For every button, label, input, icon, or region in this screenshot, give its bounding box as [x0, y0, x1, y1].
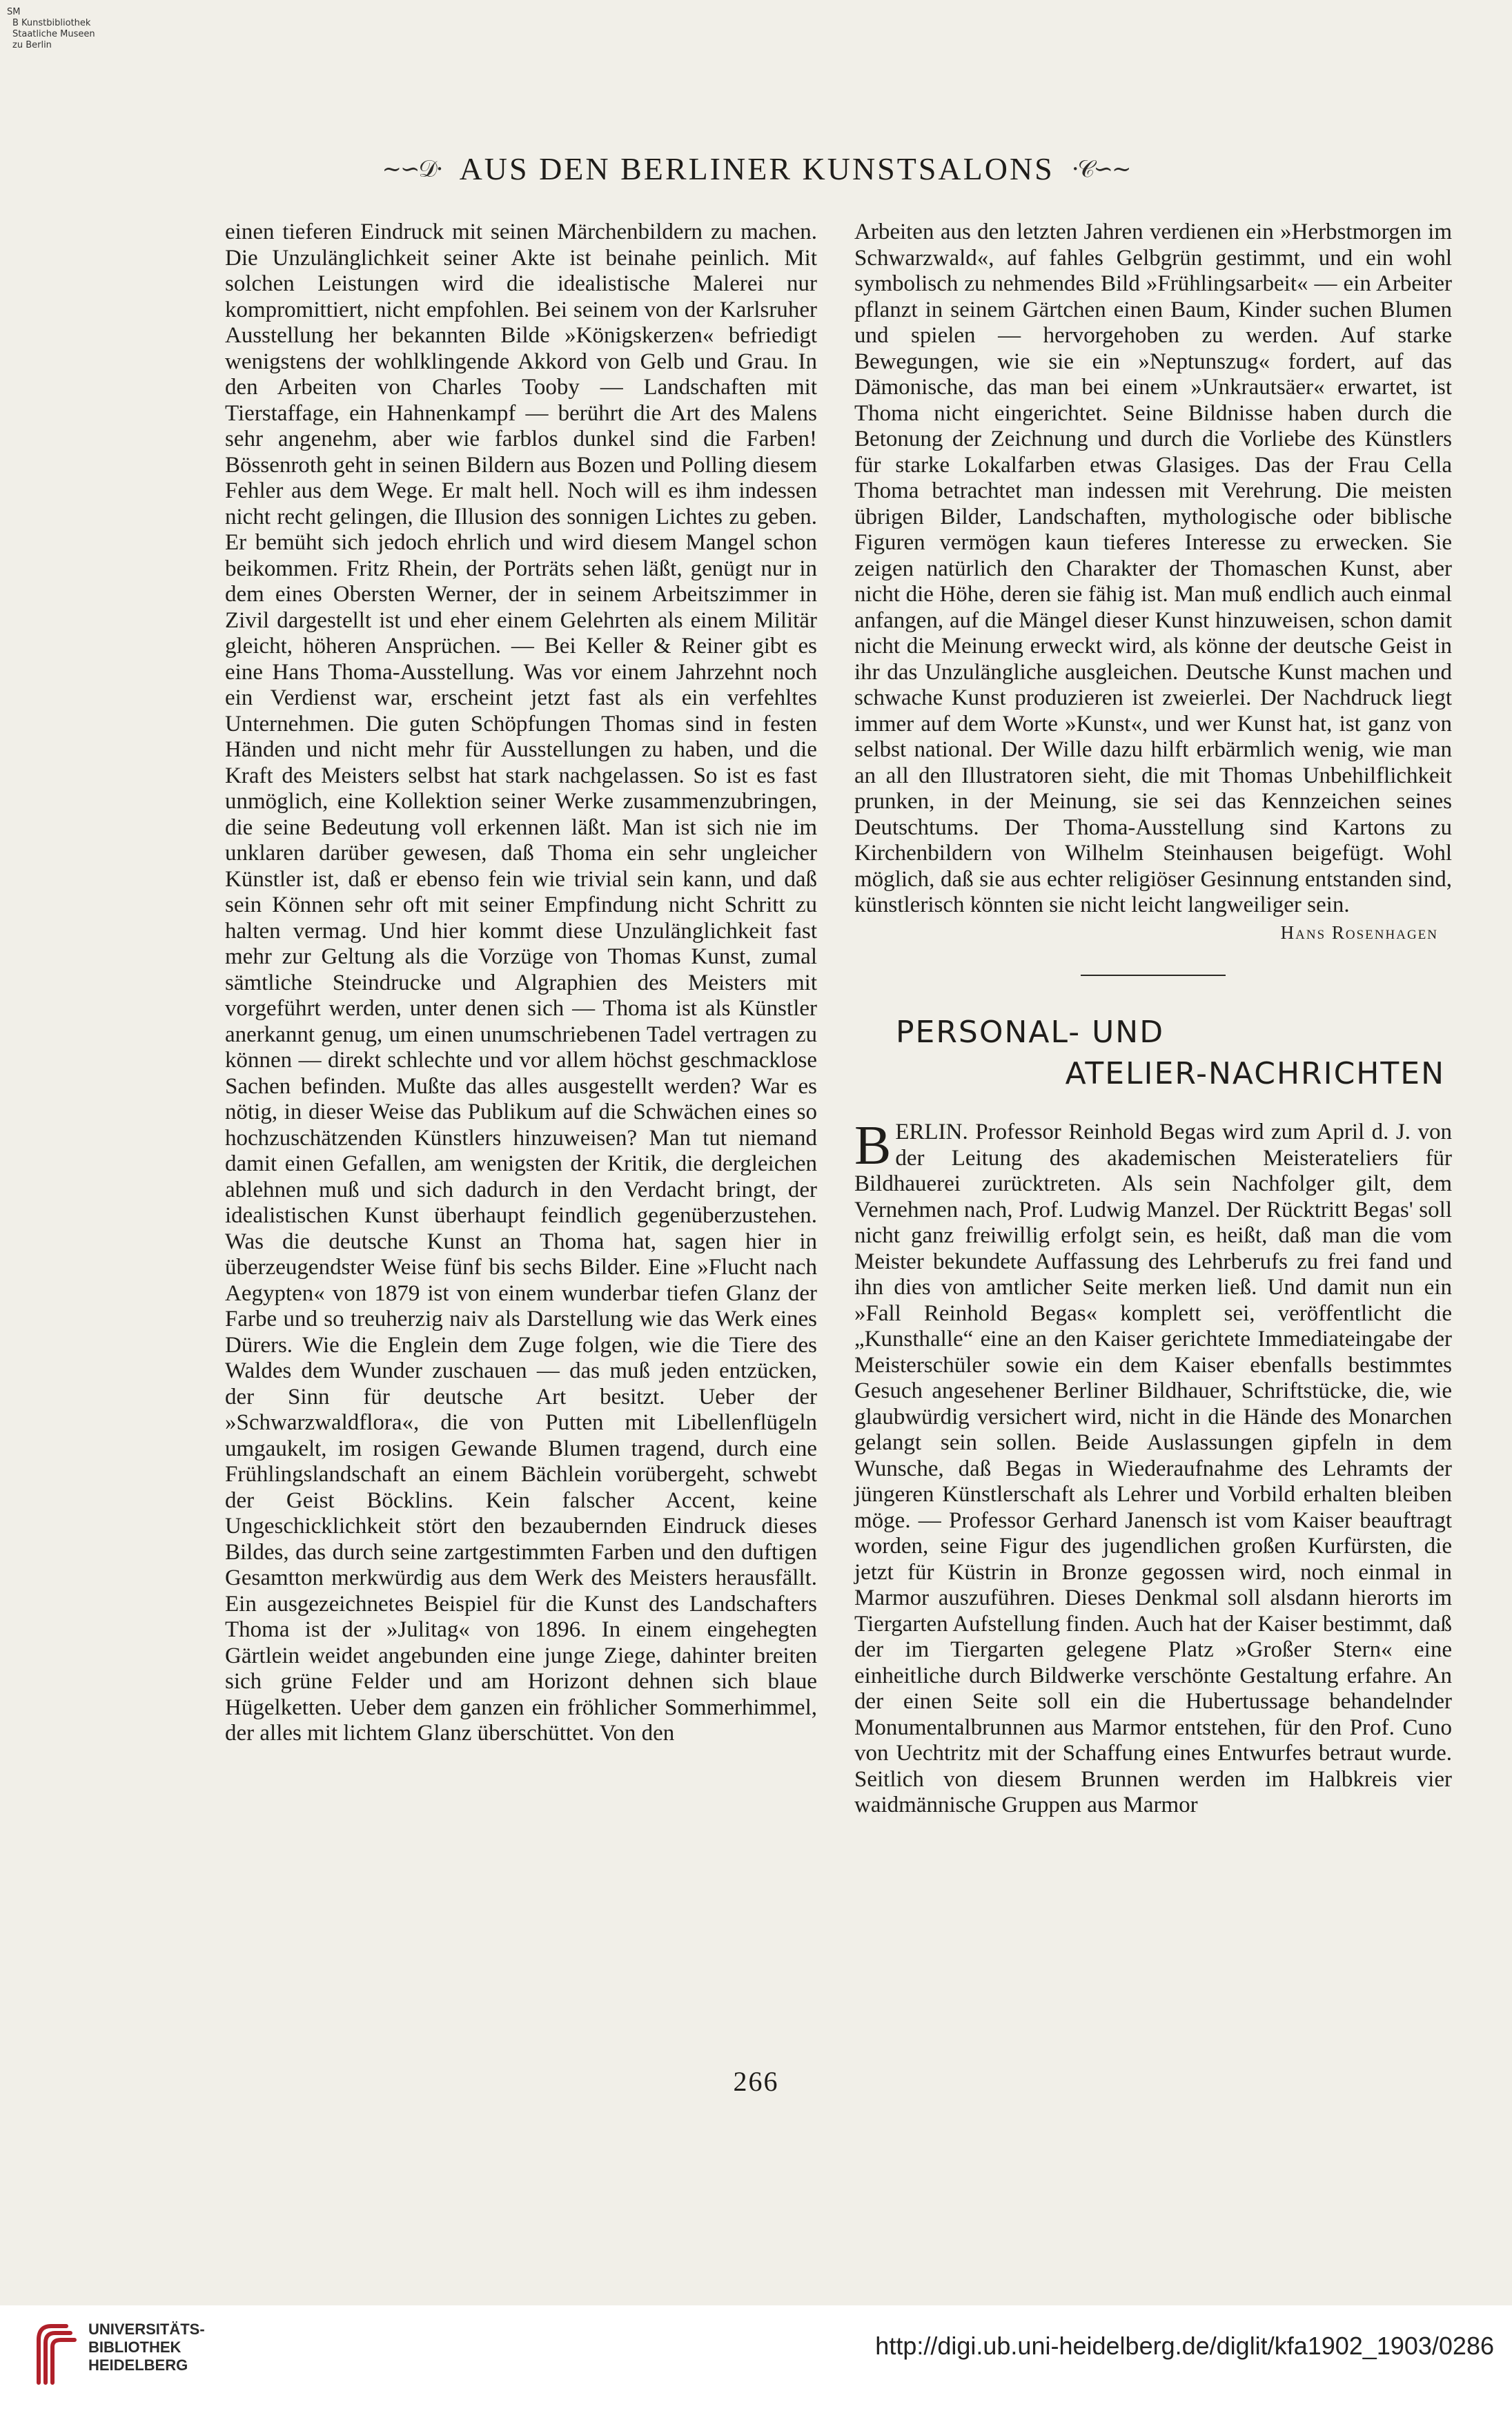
page-title: AUS DEN BERLINER KUNSTSALONS	[459, 151, 1054, 186]
article-paragraph: Arbeiten aus den letzten Jahren verdienen ein »Herbstmorgen im Schwarzwald«, auf fahles Gelbgrün gestimmt, und ein wohl symbolisch zu nehmendes Bild »Frühlingsarbeit« — ein Arbeiter pflanzt in seinem Gärtchen einen Baum, Kinder suchen Blumen und spielen — hervorgehoben zu werden. Auf starke Bewegungen, wie sie ein »Neptunszug« fordert, auf das Dämonische, das man bei einem »Unkrautsäer« erwartet, ist Thoma nicht eingerichtet. Seine Bildnisse haben durch die Betonung der Zeichnung und durch die Vorliebe des Künstlers für starke Lokalfarben etwas Glasiges. Das der Frau Cella Thoma betrachtet man indessen mit Verehrung. Die meisten übrigen Bilder, Landschaften, mythologische oder biblische Figuren vermögen kaun tieferes Interesse zu erwecken. Sie zeigen natürlich den Charakter der Thomaschen Kunst, aber nicht die Höhe, deren sie fähig ist. Man muß endlich auch einmal anfangen, auf die Mängel dieser Kunst hinzuweisen, schon damit nicht die Meinung erweckt wird, als könne der deutsche Geist in ihr das Unzulängliche ausgleichen. Deutsche Kunst machen und schwache Kunst produzieren ist zweierlei. Der Nachdruck liegt immer auf dem Worte »Kunst«, und wer Kunst hat, ist ganz von selbst national. Der Wille dazu hilft erbärmlich wenig, wie man an all den Illustratoren sieht, die mit Thomas Unbehilflichkeit prunken, in der Meinung, sie sei das Kennzeichen seines Deutschtums. Der Thoma-Ausstellung sind Kartons zu Kirchenbildern von Wilhelm Steinhausen beigefügt. Wohl möglich, daß sie aus echter religiöser Gesinnung entstanden sind, künstlerisch könnten sie nicht leicht langweiliger sein.	[854, 219, 1452, 917]
library-name	[88, 2321, 205, 2374]
stamp-line: Staatliche Museen	[12, 29, 95, 39]
page-number: 266	[733, 2066, 779, 2097]
news-text: ERLIN. Professor Reinhold Begas wird zum April d. J. von der Leitung des akademischen Meisterateliers für Bildhauerei zurücktreten. Als sein Nachfolger gilt, dem Vernehmen nach, Prof. Ludwig Manzel. Der Rücktritt Begas' soll nicht ganz freiwillig erfolgt sein, es heißt, daß man die vom Meister bekundete Auffassung des Lehrberufs zu frei fand und ihn dies von amtlicher Seite merken ließ. Und damit nun ein »Fall Reinhold Begas« komplett sei, veröffentlicht die „Kunsthalle“ eine an den Kaiser gerichtete Immediateingabe der Meisterschüler sowie ein dem Kaiser ebenfalls bestimmtes Gesuch angesehener Berliner Bildhauer, Schriftstücke, die, wie glaubwürdig versichert wird, nicht in die Hände des Monarchen gelangt sein sollen. Beide Auslassungen gipfeln in dem Wunsche, daß Begas in Wiederaufnahme des Lehramts der jüngeren Künstlerschaft als Lehrer und Vorbild erhalten bleiben möge. — Professor Gerhard Janensch ist vom Kaiser beauftragt worden, seine Figur des jugendlichen großen Kurfürsten, die jetzt für Küstrin in Bronze gegossen wird, noch einmal in Marmor auszuführen. Dieses Denkmal soll alsdann hierorts im Tiergarten Aufstellung finden. Auch hat der Kaiser bestimmt, daß der im Tiergarten gelegene Platz »Großer Stern« eine einheitliche durch Bildwerke verschönte Gestaltung erfahre. An der einen Seite soll ein die Hubertussage behandelnder Monumentalbrunnen aus Marmor entstehen, für den Prof. Cuno von Uechtritz mit der Schaffung eines Entwurfes betraut wurde. Seitlich von diesem Brunnen werden im Halbkreis vier waidmännische Gruppen aus Marmor	[854, 1120, 1452, 1817]
stamp-line: B Kunstbibliothek	[12, 18, 91, 28]
running-header	[0, 150, 1512, 187]
ornament-left-icon: ~∽𝒟·	[382, 155, 442, 183]
section-heading-line: ATELIER-NACHRICHTEN	[1065, 1056, 1445, 1091]
news-paragraph	[854, 1115, 1452, 1819]
drop-cap: B	[854, 1115, 892, 1176]
stamp-line: zu Berlin	[12, 40, 52, 50]
library-name-line: UNIVERSITÄTS-	[88, 2321, 205, 2338]
section-heading	[854, 1012, 1452, 1095]
library-name-line: BIBLIOTHEK	[88, 2339, 181, 2356]
ornament-right-icon: ·𝒞∽~	[1071, 155, 1130, 183]
library-stamp	[7, 7, 95, 51]
section-heading-line: PERSONAL- UND	[896, 1015, 1165, 1050]
left-column	[225, 219, 817, 1747]
section-divider	[1081, 975, 1226, 976]
university-logo-icon	[30, 2319, 79, 2388]
library-name-line: HEIDELBERG	[88, 2356, 188, 2374]
footer-bar	[0, 2305, 1512, 2411]
author-signature: Hans Rosenhagen	[1280, 921, 1438, 943]
article-paragraph: einen tieferen Eindruck mit seinen Märchenbildern zu machen. Die Unzulänglichkeit seiner Akte ist beinahe peinlich. Mit solchen Leistungen wird die idealistische Malerei nur kompromittiert, nicht empfohlen. Bei seinem von der Karlsruher Ausstellung her bekannten Bilde »Königskerzen« befriedigt wenigstens der wohlklingende Akkord von Gelb und Grau. In den Arbeiten von Charles Tooby — Landschaften mit Tierstaffage, ein Hahnenkampf — berührt die Art des Malens sehr angenehm, aber wie farblos dunkel sind die Farben! Bössenroth geht in seinen Bildern aus Bozen und Polling diesem Fehler aus dem Wege. Er malt hell. Noch will es ihm indessen nicht recht gelingen, die Illusion des sonnigen Lichtes zu geben. Er bemüht sich jedoch ehrlich und wird diesem Mangel schon beikommen. Fritz Rhein, der Porträts sehen läßt, genügt nur in dem eines Obersten Werner, der in seinem Arbeitszimmer in Zivil dargestellt ist und eher einem Gelehrten als einem Militär gleicht, höheren Ansprüchen. — Bei Keller & Reiner gibt es eine Hans Thoma-Ausstellung. Was vor einem Jahrzehnt noch ein Verdienst war, erscheint jetzt fast als ein verfehltes Unternehmen. Die guten Schöpfungen Thomas sind in festen Händen und nicht mehr für Ausstellungen zu haben, und die Kraft des Meisters selbst hat stark nachgelassen. So ist es fast unmöglich, eine Kollektion seiner Werke zusammenzubringen, die seine Bedeutung voll erkennen läßt. Man ist sich nie im unklaren darüber gewesen, daß Thoma ein sehr ungleicher Künstler ist, daß er ebenso fein wie trivial sein kann, und daß sein Können sehr oft mit seiner Empfindung nicht Schritt zu halten vermag. Und hier kommt diese Unzulänglichkeit fast mehr zur Geltung als die Vorzüge von Thomas Kunst, zumal sämtliche Steindrucke und Algraphien des Meisters mit vorgeführt werden, unter denen sich — Thoma ist als Künstler anerkannt genug, um einen unumschriebenen Tadel vertragen zu können — direkt schlechte und vor allem höchst geschmacklose Sachen befinden. Mußte das alles ausgestellt werden? War es nötig, in dieser Weise das Publikum auf die Schwächen eines so hochzuschätzenden Künstlers hinzuweisen? Man tut niemand damit einen Gefallen, am wenigsten der Kritik, die dergleichen ablehnen muß und sich dadurch in den Verdacht bringt, der idealistischen Kunst überhaupt feindlich gegenüberzustehen. Was die deutsche Kunst an Thoma hat, sagen hier in überzeugendster Weise fünf bis sechs Bilder. Eine »Flucht nach Aegypten« von 1879 ist von einem wunderbar tiefen Glanz der Farbe und so treuherzig naiv als Darstellung wie das Werk eines Dürers. Wie die Englein dem Zuge folgen, wie die Tiere des Waldes dem Wunder zuschauen — das muß jeden entzücken, der Sinn für deutsche Art besitzt. Ueber der »Schwarzwaldflora«, die von Putten mit Libellenflügeln umgaukelt, im rosigen Gewande Blumen tragend, durch eine Frühlingslandschaft an einem Bächlein vorübergeht, schwebt der Geist Böcklins. Kein falscher Accent, keine Ungeschicklichkeit stört den bezaubernden Eindruck dieses Bildes, das durch seine zartgestimmten Farben und den duftigen Gesamtton merkwürdig aus dem Werk des Meisters herausfällt. Ein ausgezeichnetes Beispiel für die Kunst des Landschafters Thoma ist der »Julitag« von 1896. In einem eingehegten Gärtlein weidet angebunden eine junge Ziege, dahinter breiten sich grüne Felder und am Horizont dehnen sich blaue Hügelketten. Ueber dem ganzen ein fröhlicher Sommerhimmel, der alles mit lichtem Glanz überschüttet. Von den	[225, 219, 817, 1746]
right-column	[854, 219, 1452, 1819]
source-url-link[interactable]: http://digi.ub.uni-heidelberg.de/diglit/kfa1902_1903/0286	[875, 2332, 1494, 2360]
stamp-line: SM	[7, 7, 21, 17]
